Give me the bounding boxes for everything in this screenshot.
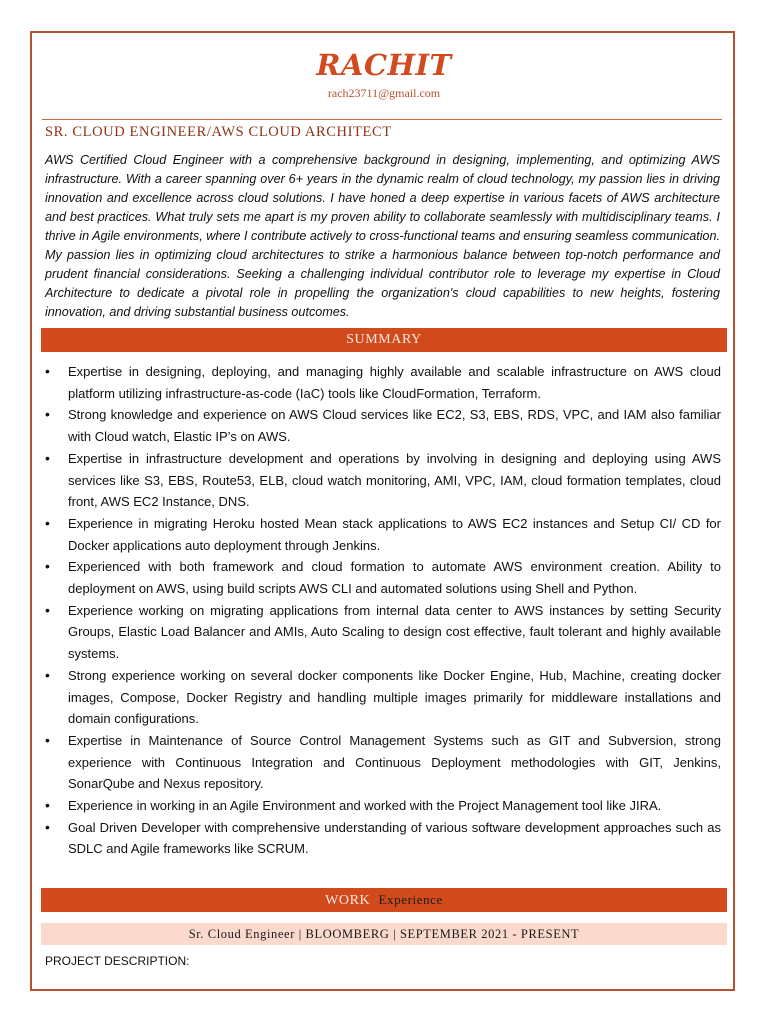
job-title: SR. CLOUD ENGINEER/AWS CLOUD ARCHITECT — [45, 124, 392, 140]
profile-paragraph: AWS Certified Cloud Engineer with a comprehensive background in designing, implementing, and optimizing AWS infrastructure. With a career spanning over 6+ years in the dynamic realm of cloud technology, my passion lies in driving innovation and excellence across cloud solutions. I have honed a deep expertise in various facets of AWS architecture and best practices. What truly sets me apart is my proven ability to collaborate seamlessly with multidisciplinary teams. I thrive in Agile environments, where I contribute actively to cross-functional teams and ensuring seamless communication. My passion lies in optimizing cloud architectures to strike a harmonious balance between top-notch performance and prudent financial considerations. Seeking a challenging individual contributor role to leverage my expertise in Cloud Architecture to dedicate a pivotal role in propelling the organization's cloud capabilities to new heights, fostering innovation, and driving substantial business outcomes. — [45, 153, 721, 319]
summary-heading — [41, 328, 727, 352]
list-item: • Expertise in infrastructure development and operations by involving in designing and deploying using AWS services like S3, EBS, Route53, ELB, cloud watch monitoring, AMI, VPC, IAM, cloud formation templates, cloud front, AWS EC2 Instance, DNS. — [45, 448, 721, 513]
email-address[interactable]: rach23711@gmail.com — [327, 86, 441, 100]
list-item: • Expertise in designing, deploying, and managing highly available and scalable infrastructure on AWS cloud platform utilizing infrastructure-as-code (IaC) tools like CloudFormation, Terraform. — [45, 361, 721, 404]
list-item: • Strong experience working on several docker components like Docker Engine, Hub, Machine, creating docker images, Compose, Docker Registry and handling multiple images primarily for middleware installations and domain configurations. — [45, 665, 721, 730]
list-item: • Expertise in Maintenance of Source Control Management Systems such as GIT and Subversion, strong experience with Continuous Integration and Continuous Deployment methodologies with GIT, Jenkins, SonarQube and Nexus repository. — [45, 730, 721, 795]
list-item: • Experience in migrating Heroku hosted Mean stack applications to AWS EC2 instances and Setup CI/ CD for Docker applications auto deployment through Jenkins. — [45, 513, 721, 556]
list-item: • Strong knowledge and experience on AWS Cloud services like EC2, S3, EBS, RDS, VPC, and IAM also familiar with Cloud watch, Elastic IP’s on AWS. — [45, 404, 721, 447]
work-heading-rest: Experience — [378, 892, 443, 907]
work-heading-main: WORK — [325, 893, 371, 908]
summary-heading-label: SUMMARY — [346, 332, 422, 347]
work-heading — [41, 888, 727, 912]
summary-list — [45, 361, 721, 860]
list-item: • Experience working on migrating applications from internal data center to AWS instances by setting Security Groups, Elastic Load Balancer and AMIs, Auto Scaling to design cost effective, fault tolerant and highly available systems. — [45, 600, 721, 665]
project-description-label: PROJECT DESCRIPTION: — [45, 954, 190, 968]
role-line: Sr. Cloud Engineer | BLOOMBERG | SEPTEMBER 2021 - PRESENT — [41, 923, 727, 945]
list-item: • Experienced with both framework and cloud formation to automate AWS environment creation. Ability to deployment on AWS, using build scripts AWS CLI and automated solutions using Shell and Python. — [45, 556, 721, 599]
candidate-name: RACHIT — [316, 48, 452, 82]
list-item: • Goal Driven Developer with comprehensive understanding of various software development approaches such as SDLC and Agile frameworks like SCRUM. — [45, 817, 721, 860]
header-divider — [42, 119, 722, 120]
list-item: • Experience in working in an Agile Environment and worked with the Project Management tool like JIRA. — [45, 795, 721, 817]
